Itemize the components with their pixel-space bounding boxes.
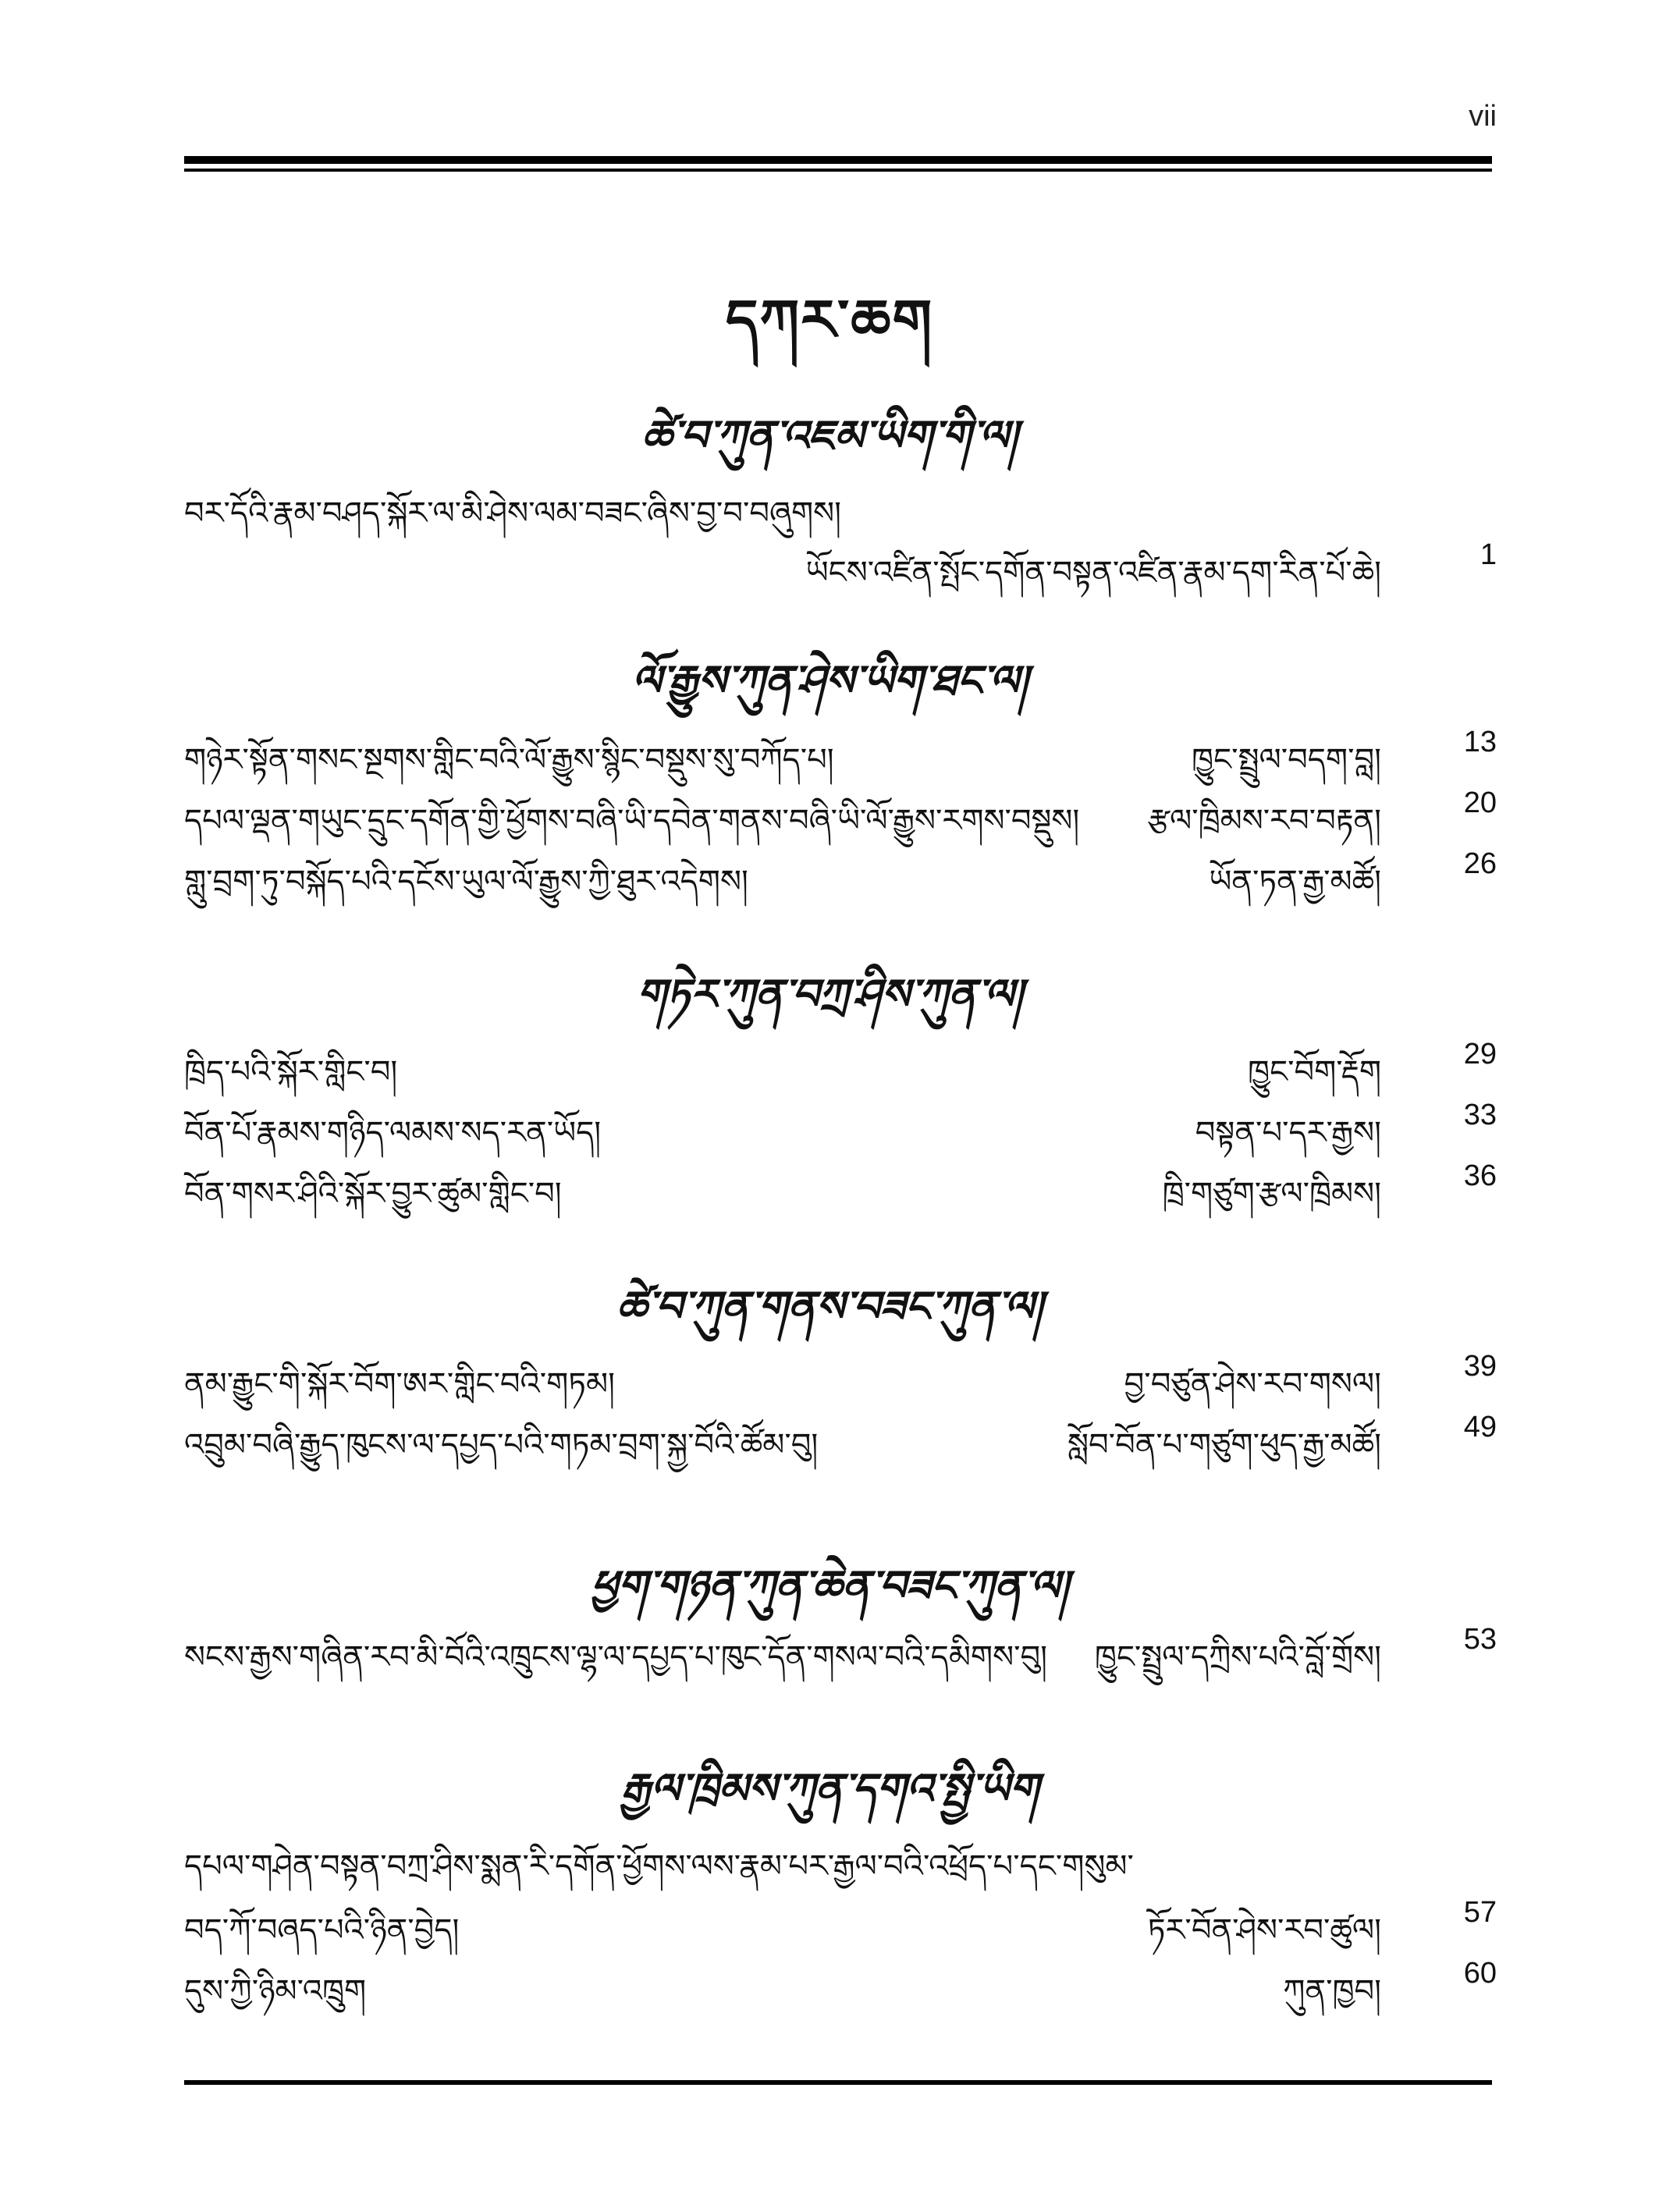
page-title: དཀར་ཆག xyxy=(725,286,934,353)
entry-author: ཏོར་བོན་ཤེས་རབ་ཚུལ། xyxy=(1147,1912,1381,1948)
entry-title: ཁྲིད་པའི་སྐོར་གླིང་བ། xyxy=(184,1054,398,1090)
entry-author: བསྟན་པ་དར་རྒྱས། xyxy=(1195,1115,1381,1151)
top-rule-thick xyxy=(184,156,1492,164)
entry-author: ཀུན་ཁྱབ། xyxy=(1283,1973,1381,2009)
entry-author: ཁྱུང་སྤྲུལ་དཀྲིས་པའི་བློ་གྲོས། xyxy=(1094,1639,1381,1675)
entry-title: འབྲུམ་བཞི་རྒྱུད་ཁུངས་ལ་དཔྱད་པའི་གཏམ་བྲག་སྐྱ་བོའི་ཚོམ་བུ། xyxy=(184,1427,819,1463)
bottom-rule xyxy=(184,2080,1492,2085)
entry-author: ཁྲི་གཙུག་རྩལ་ཁྲིམས། xyxy=(1162,1176,1381,1212)
entry-title: གླུ་བྲག་ཏུ་བསྐོད་པའི་དངོས་ཡུལ་ལོ་རྒྱུས་ཀྱི་ཐུར་འདེགས། xyxy=(184,864,748,900)
entry-page: 53 xyxy=(1463,1623,1497,1656)
entry-author: རྩལ་ཁྲིམས་རབ་བརྟན། xyxy=(1147,803,1381,839)
section-heading: ལོ་རྒྱུས་ཀུན་ཤེས་ཡིག་ཐང་ལ། xyxy=(631,655,1028,705)
entry-title: སངས་རྒྱས་གཞིན་རབ་མི་བོའི་འཁྲུངས་ལྷ་ལ་དཔྱད་པ་ཁུང་དོན་གསལ་བའི་དམིགས་བུ། xyxy=(184,1639,1047,1675)
entry-title: དུས་ཀྱི་ཉིམ་འཁྲུག xyxy=(184,1973,367,2009)
entry-title: གཉེར་སྟོན་གསང་སྔགས་གླིང་བའི་ལོ་རྒྱུས་སྙིང་བསྡུས་སུ་བཀོད་པ། xyxy=(184,742,834,778)
entry-page: 33 xyxy=(1463,1099,1497,1131)
entry-page: 57 xyxy=(1463,1896,1497,1929)
page-number: vii xyxy=(1469,100,1497,133)
entry-author: ཁྱུང་བོག་རྡོག xyxy=(1248,1054,1381,1090)
entry-page: 39 xyxy=(1463,1350,1497,1383)
entry-author: ཡོན་ཏན་རྒྱ་མཚོ། xyxy=(1209,864,1381,900)
entry-page: 49 xyxy=(1463,1411,1497,1443)
entry-title: ཡོངས་འཛིན་སྤོང་དགོན་བསྟན་འཛིན་རྣམ་དག་རིན་པོ་ཆེ། xyxy=(805,555,1381,591)
section-heading: རྒྱལ་ཁྲིམས་ཀུན་དགའ་སྤྱི་ཡིག xyxy=(620,1763,1039,1813)
section-heading: ཚེ་བ་ཀུན་འཇམ་ཡིག་གི་ལ། xyxy=(641,410,1018,460)
entry-page: 60 xyxy=(1463,1957,1497,1990)
entry-title: དཔལ་ལྡན་གཡུང་དྲུང་དགོན་གྱི་ཕྱོགས་བཞི་ཡི་དབེན་གནས་བཞི་ཡི་ལོ་རྒྱུས་རགས་བསྡུས། xyxy=(184,803,1080,839)
entry-page: 36 xyxy=(1463,1159,1497,1192)
section-heading: ཚེ་བ་ཀུན་གནས་བཟང་ཀུན་ལ། xyxy=(616,1281,1043,1331)
entry-page: 1 xyxy=(1480,538,1497,571)
entry-title: བར་དོའི་རྣམ་བཤད་སྐོར་ལ་མི་ཤེས་ལམ་བཟང་ཞིས་བྱ་བ་བཞུགས། xyxy=(184,495,842,531)
top-rule-thin xyxy=(184,169,1492,172)
section-heading: གཏེར་ཀུན་བཀྲ་ཤིས་ཀུན་ལ། xyxy=(636,969,1023,1019)
entry-author: ཁྱུང་སྤྲུལ་བདག་བླ། xyxy=(1192,742,1381,778)
entry-title: ནམ་རྒྱུང་གི་སྐོར་བོག་ཨར་གླིང་བའི་གཏམ། xyxy=(184,1366,615,1402)
entry-page: 26 xyxy=(1463,847,1497,880)
entry-page: 29 xyxy=(1463,1038,1497,1070)
entry-page: 20 xyxy=(1463,786,1497,819)
entry-title: བོན་གསར་ཤིའི་སྐོར་བྱུར་ཚུམ་གླིང་བ། xyxy=(184,1176,562,1212)
entry-author: བྱ་བཙུན་ཤེས་རབ་གསལ། xyxy=(1124,1366,1381,1402)
entry-title: དཔལ་གཤེན་བསྟན་བཀྲ་ཤིས་སྨན་རི་དགོན་ཕྱོགས་ལས་རྣམ་པར་རྒྱལ་བའི་འཕྲོད་པ་དང་གསུམ་ xyxy=(184,1848,1134,1884)
entry-author: སློབ་བོན་པ་གཙུག་ཕུད་རྒྱ་མཚོ། xyxy=(1068,1427,1381,1463)
entry-page: 13 xyxy=(1463,726,1497,758)
entry-title: བད་ཀོ་བཞད་པའི་ཉིན་བྱེད། xyxy=(184,1912,460,1948)
entry-title: བོན་པོ་རྣམས་གཉིད་ལམས་སད་རན་ཡོད། xyxy=(184,1115,602,1151)
section-heading: ཕྱག་གཉན་ཀུན་ཆེན་བཟང་ཀུན་ལ། xyxy=(590,1560,1069,1610)
